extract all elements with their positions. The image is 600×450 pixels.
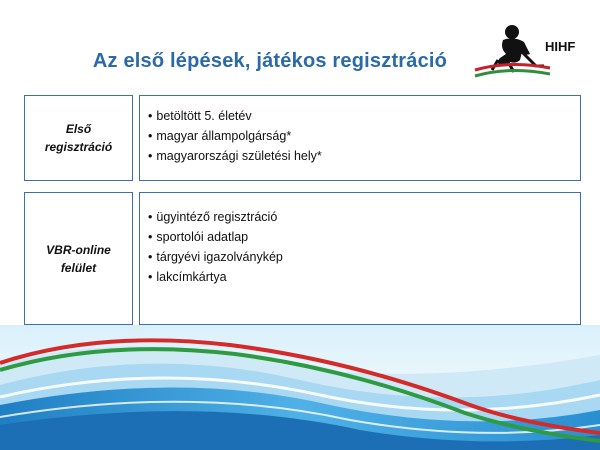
list-item: • tárgyévi igazolványkép: [148, 247, 580, 267]
section-content-box-1: [139, 95, 581, 181]
list-item: • magyarországi születési hely*: [148, 146, 580, 166]
section-label-line1: Első: [65, 122, 92, 136]
list-item: • lakcímkártya: [148, 267, 580, 287]
list-item: • ügyintéző regisztráció: [148, 207, 580, 227]
section-content-box-2: [139, 192, 581, 325]
section-label-box-1: [24, 95, 133, 181]
list-item: • sportolói adatlap: [148, 227, 580, 247]
section-label-line1: VBR-online: [46, 242, 111, 257]
list-item: • betöltött 5. életév: [148, 106, 580, 126]
logo-text: HIHF: [545, 39, 576, 54]
decorative-waves: [0, 325, 600, 450]
bullet-list: [148, 207, 580, 287]
section-label-line2: felület: [60, 260, 97, 275]
section-label-box-2: [24, 192, 133, 325]
bullet-list: [148, 106, 580, 166]
section-label-line2: regisztráció: [44, 140, 113, 154]
slide-title: Az első lépések, játékos regisztráció: [92, 50, 448, 72]
list-item: • magyar állampolgárság*: [148, 126, 580, 146]
